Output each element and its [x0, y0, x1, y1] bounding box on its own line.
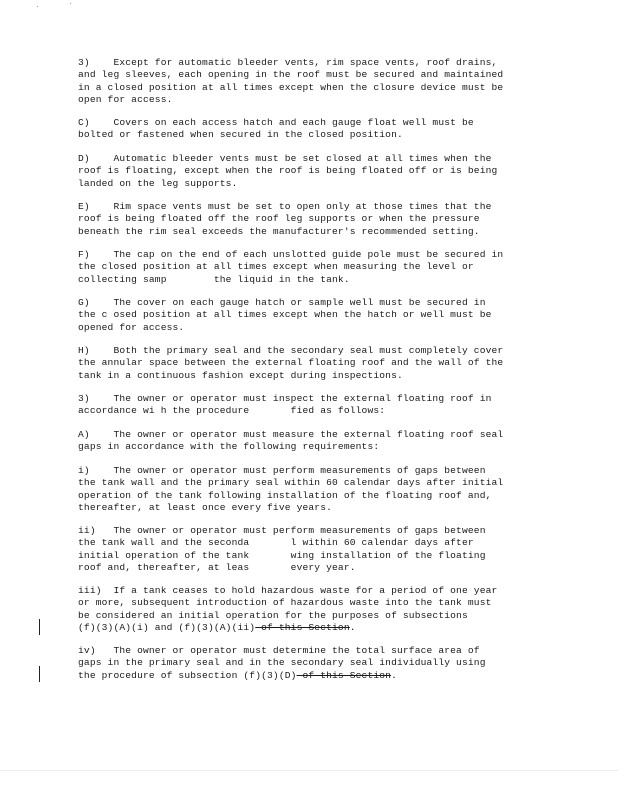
paragraph-a-seal-gaps	[78, 429, 548, 454]
text-line: gaps in the primary seal and in the secondary seal individually using	[78, 657, 486, 669]
text-line: open for access.	[78, 94, 173, 106]
scan-speck	[37, 6, 38, 7]
paragraph-f-guide-pole-cap	[78, 249, 548, 286]
text-line: F) The cap on the end of each unslotted guide pole must be secured in	[78, 249, 504, 260]
text-line: be considered an initial operation for the purposes of subsections	[78, 609, 468, 621]
text-line: ii) The owner or operator must perform measurements of gaps between	[78, 525, 486, 536]
revision-bar	[39, 619, 40, 635]
paragraph-h-seals	[78, 345, 548, 382]
text-segment: (f)(3)(A)(i) and (f)(3)(A)(ii)	[78, 622, 256, 634]
text-segment: .	[391, 669, 398, 681]
text-line: roof and, thereafter, at leas every year.	[78, 562, 356, 574]
text-line: G) The cover on each gauge hatch or sample well must be secured in	[78, 297, 486, 308]
text-line: D) Automatic bleeder vents must be set closed at all times when the	[78, 153, 492, 164]
text-line: and leg sleeves, each opening in the roof must be secured and maintained	[78, 69, 504, 81]
text-line: accordance wi h the procedure fied as follows:	[78, 405, 386, 417]
scan-edge	[0, 770, 618, 771]
text-line: 3) Except for automatic bleeder vents, rim space vents, roof drains,	[78, 57, 498, 68]
paragraph-d-bleeder-vents	[78, 153, 548, 190]
text-line: E) Rim space vents must be set to open only at those times that the	[78, 201, 492, 212]
text-segment: the procedure of subsection (f)(3)(D)	[78, 669, 297, 681]
text-line: 3) The owner or operator must inspect the external floating roof in	[78, 393, 492, 404]
text-line: initial operation of the tank wing installation of the floating	[78, 549, 486, 561]
text-line: or more, subsequent introduction of hazardous waste into the tank must	[78, 597, 492, 609]
struck-text: of this Section	[296, 669, 392, 681]
paragraph-g-gauge-hatch	[78, 297, 548, 334]
text-line: A) The owner or operator must measure the external floating roof seal	[78, 429, 504, 440]
revision-bar	[39, 666, 40, 682]
text-segment: .	[349, 622, 356, 634]
paragraph-iii-ceases-to-hold	[78, 585, 548, 635]
text-line: tank in a continuous fashion except during inspections.	[78, 369, 403, 381]
text-line: in a closed position at all times except when the closure device must be	[78, 81, 504, 93]
text-line: roof is being floated off the roof leg supports or when the pressure	[78, 213, 480, 225]
text-line: the annular space between the external floating roof and the wall of the	[78, 357, 504, 369]
text-line	[78, 670, 548, 682]
text-line: i) The owner or operator must perform measurements of gaps between	[78, 465, 486, 476]
paragraph-iv-total-surface-area	[78, 645, 548, 682]
text-line: H) Both the primary seal and the secondary seal must completely cover	[78, 345, 504, 356]
text-line: iii) If a tank ceases to hold hazardous waste for a period of one year	[78, 585, 498, 596]
struck-text: of this Section	[255, 622, 350, 634]
text-line: iv) The owner or operator must determine the total surface area of	[78, 645, 480, 656]
text-line: beneath the rim seal exceeds the manufacturer's recommended setting.	[78, 225, 480, 237]
text-line: gaps in accordance with the following requirements:	[78, 441, 380, 453]
text-line: C) Covers on each access hatch and each gauge float well must be	[78, 117, 474, 128]
text-line: opened for access.	[78, 321, 185, 333]
text-line: landed on the leg supports.	[78, 177, 238, 189]
paragraph-e-rim-space-vents	[78, 201, 548, 238]
paragraph-ii-secondary-seal-gaps	[78, 525, 548, 575]
scan-speck	[70, 3, 71, 4]
paragraph-c-covers	[78, 117, 548, 142]
text-line: thereafter, at least once every five years.	[78, 502, 333, 514]
text-line: bolted or fastened when secured in the closed position.	[78, 129, 403, 141]
paragraph-3-openings	[78, 57, 548, 107]
text-line: the closed position at all times except when measuring the level or	[78, 261, 474, 273]
text-line: collecting samp the liquid in the tank.	[78, 273, 350, 285]
text-line: the tank wall and the primary seal within 60 calendar days after initial	[78, 477, 504, 489]
paragraph-i-primary-seal-gaps	[78, 465, 548, 515]
text-line: roof is floating, except when the roof is being floated off or is being	[78, 165, 498, 177]
text-line: operation of the tank following installation of the floating roof and,	[78, 489, 492, 501]
text-line: the tank wall and the seconda l within 60 calendar days after	[78, 537, 474, 549]
text-line	[78, 622, 548, 634]
text-line: the c osed position at all times except when the hatch or well must be	[78, 309, 492, 321]
paragraph-3-inspection	[78, 393, 548, 418]
